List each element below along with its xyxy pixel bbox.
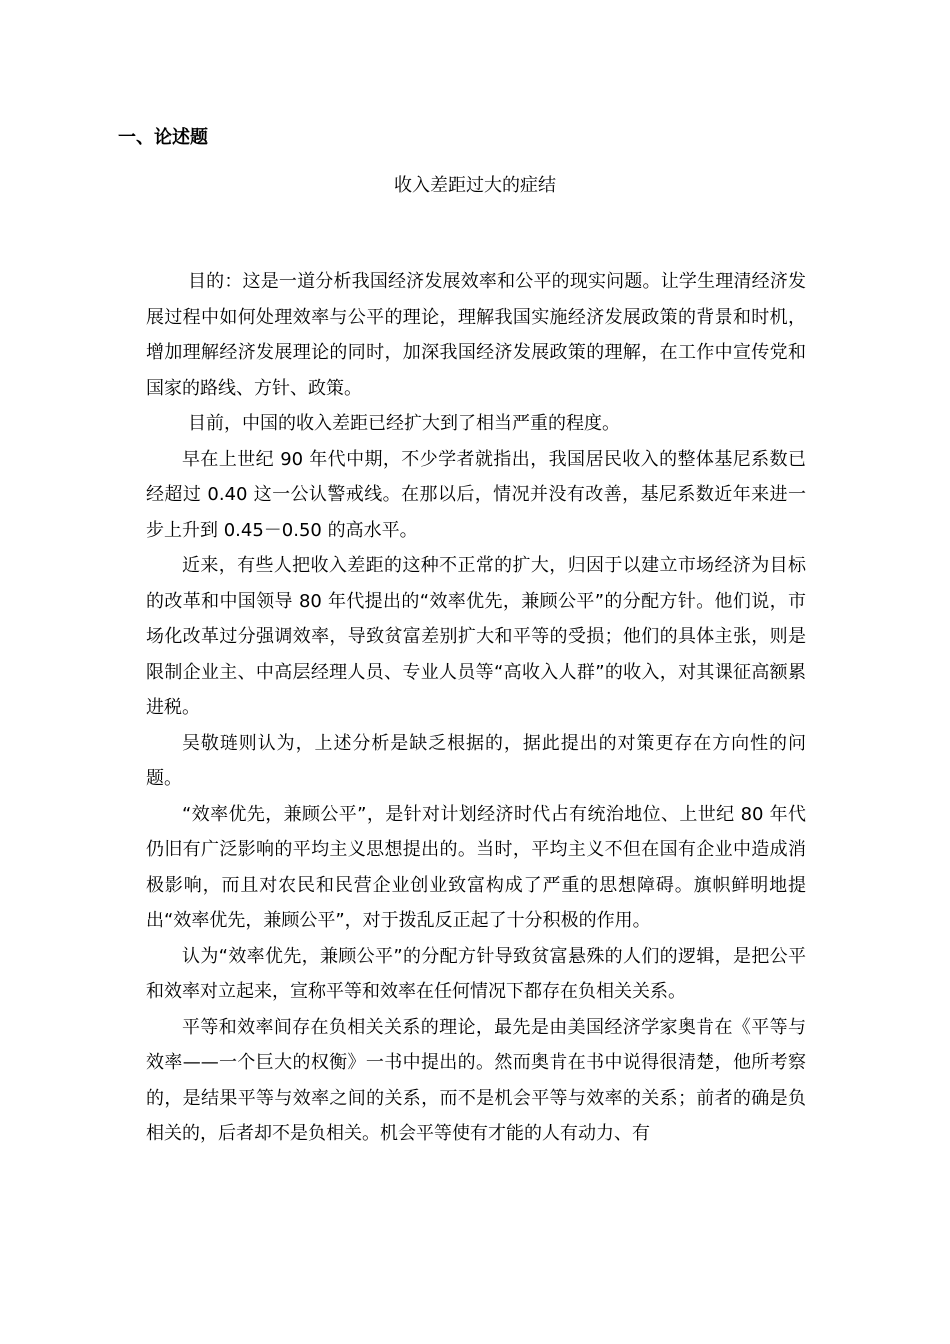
paragraph-purpose: 目的：这是一道分析我国经济发展效率和公平的现实问题。让学生理清经济发展过程中如何处理效率与公平的理论，理解我国实施经济发展政策的背景和时机，增加理解经济发展理论的同时，加深我国经济发展政策的理解，在工作中宣传党和国家的路线、方针、政策。 — [146, 271, 806, 399]
section-heading: 一、论述题 — [118, 127, 208, 148]
paragraph: 吴敬琏则认为，上述分析是缺乏根据的，据此提出的对策更存在方向性的问题。 — [146, 732, 806, 789]
paragraph: 早在上世纪 90 年代中期，不少学者就指出，我国居民收入的整体基尼系数已经超过 0.40 这一公认警戒线。在那以后，情况并没有改善，基尼系数近年来进一步上升到 0.45－0.50 的高水平。 — [146, 448, 806, 541]
paragraph: 认为“效率优先，兼顾公平”的分配方针导致贫富悬殊的人们的逻辑，是把公平和效率对立起来，宣称平等和效率在任何情况下都存在负相关关系。 — [146, 945, 806, 1002]
paragraph: 平等和效率间存在负相关关系的理论，最先是由美国经济学家奥肯在《平等与效率——一个巨大的权衡》一书中提出的。然而奥肯在书中说得很清楚，他所考察的，是结果平等与效率之间的关系，而不是机会平等与效率的关系；前者的确是负相关的，后者却不是负相关。机会平等使有才能的人有动力、有 — [146, 1016, 806, 1144]
paragraph: “效率优先，兼顾公平”，是针对计划经济时代占有统治地位、上世纪 80 年代仍旧有广泛影响的平均主义思想提出的。当时，平均主义不但在国有企业中造成消极影响，而且对农民和民营企业创业致富构成了严重的思想障碍。旗帜鲜明地提出“效率优先，兼顾公平”，对于拨乱反正起了十分积极的作用。 — [146, 803, 806, 931]
paragraph: 目前，中国的收入差距已经扩大到了相当严重的程度。 — [188, 413, 620, 434]
paragraph: 近来，有些人把收入差距的这种不正常的扩大，归因于以建立市场经济为目标的改革和中国领导 80 年代提出的“效率优先，兼顾公平”的分配方针。他们说，市场化改革过分强调效率，导致贫富差别扩大和平等的受损；他们的具体主张，则是限制企业主、中高层经理人员、专业人员等“高收入人群”的收入，对其课征高额累进税。 — [146, 555, 806, 718]
document-body — [146, 264, 806, 1152]
document-title: 收入差距过大的症结 — [394, 175, 556, 196]
